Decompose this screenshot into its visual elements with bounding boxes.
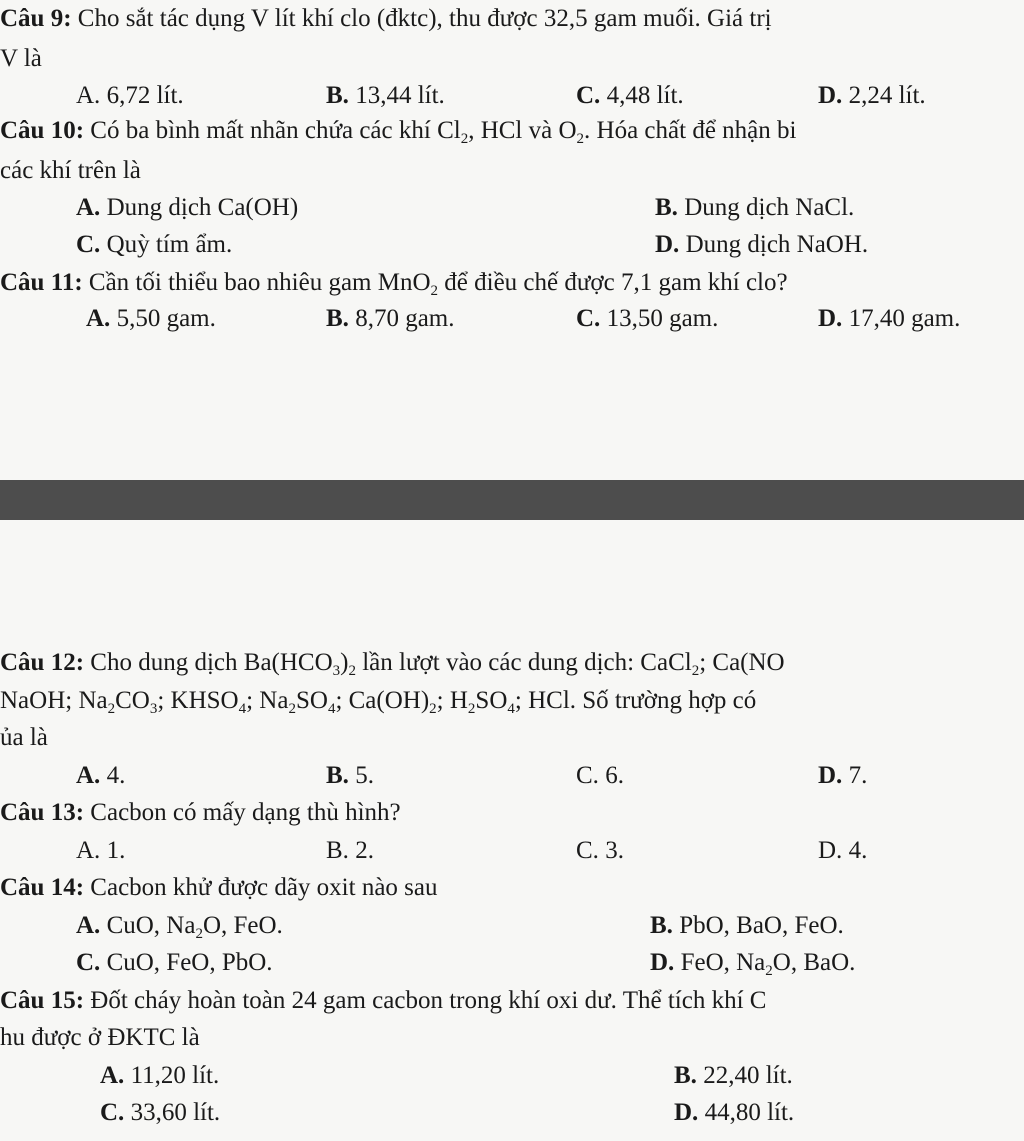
subscript: 2 (288, 701, 296, 717)
option-text: 13,50 gam. (600, 305, 719, 332)
question-text: , HCl và O (468, 117, 577, 144)
option-text: FeO, Na (674, 949, 766, 976)
q11-option-b (326, 304, 454, 334)
option-letter: A. (76, 194, 101, 221)
question-text: CO (115, 687, 150, 714)
option-text: 1. (100, 837, 126, 864)
option-text: 5,50 gam. (110, 305, 216, 332)
question-text: ; KHSO (157, 687, 239, 714)
question-text: Đốt cháy hoàn toàn 24 gam cacbon trong khí oxi dư. Thể tích khí C (84, 987, 767, 1014)
subscript: 4 (507, 701, 515, 717)
option-text: 2,24 lít. (842, 82, 926, 109)
option-text: 22,40 lít. (696, 1062, 793, 1089)
question-label: Câu 10: (0, 117, 85, 144)
question-text: ; Ca(OH) (335, 687, 430, 714)
option-letter: D. (818, 762, 843, 789)
question-text: ; Ca(NO (699, 649, 785, 676)
option-text: Dung dịch NaCl. (677, 194, 855, 221)
question-text: . Hóa chất để nhận bi (584, 117, 797, 144)
option-text: 4,48 lít. (600, 82, 684, 109)
q9-option-c (576, 81, 684, 111)
question-text: Cần tối thiểu bao nhiêu gam MnO (82, 269, 431, 296)
question-9-line-1 (0, 4, 772, 34)
subscript: 2 (348, 663, 356, 679)
q10-option-a (76, 193, 298, 223)
option-letter: B. (326, 762, 349, 789)
option-letter: B. (655, 194, 678, 221)
option-letter: B. (326, 82, 349, 109)
option-text: Dung dịch NaOH. (679, 231, 869, 258)
q9-option-b (326, 81, 445, 111)
option-letter: B. (326, 837, 349, 864)
q15-option-b (674, 1061, 793, 1091)
option-text: 3. (598, 837, 624, 864)
q15-option-c (100, 1098, 220, 1128)
question-13-line-1 (0, 798, 401, 828)
question-12-line-2 (0, 686, 756, 716)
option-letter: C. (76, 231, 101, 258)
subscript: 4 (238, 701, 247, 717)
q10-option-b (655, 193, 854, 223)
question-12-line-1 (0, 648, 785, 678)
question-text: ) (340, 649, 349, 676)
option-letter: C. (76, 949, 101, 976)
option-text: O, FeO. (202, 912, 283, 939)
q12-option-d (818, 761, 867, 791)
question-text: ; Na (246, 687, 289, 714)
subscript: 2 (430, 283, 439, 299)
subscript: 2 (107, 701, 116, 717)
question-text: để điều chế được 7,1 gam khí clo? (438, 269, 788, 296)
question-9-line-2: V là (0, 45, 42, 72)
option-text: Dung dịch Ca(OH) (100, 194, 299, 221)
subscript: 3 (332, 663, 341, 679)
question-text: Có ba bình mất nhãn chứa các khí Cl (84, 117, 461, 144)
subscript: 2 (467, 701, 476, 717)
question-12-line-3: ủa là (0, 724, 48, 751)
subscript: 2 (195, 926, 203, 942)
subscript: 2 (576, 131, 585, 147)
question-14-line-1 (0, 873, 438, 903)
question-text: Cho sắt tác dụng V lít khí clo (đktc), thu được 32,5 gam muối. Giá trị (71, 5, 772, 32)
q11-option-c (576, 304, 718, 334)
question-label: Câu 15: (0, 987, 85, 1014)
option-letter: B. (326, 305, 349, 332)
option-text: 33,60 lít. (124, 1099, 221, 1126)
option-letter: C. (576, 837, 599, 864)
option-text: CuO, Na (100, 912, 196, 939)
question-text: Cacbon có mấy dạng thù hình? (84, 799, 401, 826)
option-letter: D. (650, 949, 675, 976)
option-text: 17,40 gam. (842, 305, 961, 332)
q13-option-d (818, 836, 867, 866)
subscript: 2 (765, 963, 773, 979)
question-text: ; HCl. Số trường hợp có (514, 687, 757, 714)
q10-option-c (76, 230, 232, 260)
q11-option-d (818, 304, 960, 334)
option-text: 44,80 lít. (698, 1099, 795, 1126)
option-text: 5. (348, 762, 374, 789)
q12-option-b (326, 761, 374, 791)
q11-option-a (86, 304, 216, 334)
q12-option-c (576, 761, 624, 791)
option-letter: A. (86, 305, 111, 332)
question-10-line-1 (0, 116, 796, 146)
option-text: 8,70 gam. (348, 305, 455, 332)
option-text: 11,20 lít. (124, 1062, 220, 1089)
subscript: 2 (691, 663, 700, 679)
question-text: lần lượt vào các dung dịch: CaCl (355, 649, 692, 676)
question-label: Câu 11: (0, 269, 83, 296)
q14-option-c (76, 948, 273, 978)
option-letter: B. (650, 912, 673, 939)
question-text: SO (295, 687, 328, 714)
option-letter: D. (674, 1099, 699, 1126)
option-letter: D. (818, 837, 843, 864)
option-letter: D. (818, 305, 843, 332)
q10-option-d (655, 230, 868, 260)
option-letter: C. (576, 305, 601, 332)
q14-option-b (650, 911, 844, 941)
option-letter: B. (674, 1062, 697, 1089)
option-text: 13,44 lít. (348, 82, 445, 109)
option-letter: A. (76, 912, 101, 939)
option-letter: A. (100, 1062, 125, 1089)
subscript: 2 (429, 701, 437, 717)
question-text: Cho dung dịch Ba(HCO (84, 649, 333, 676)
option-text: 7. (842, 762, 868, 789)
question-label: Câu 14: (0, 874, 85, 901)
dark-separator-band (0, 480, 1024, 520)
subscript: 3 (149, 701, 158, 717)
question-10-line-2: các khí trên là (0, 157, 141, 184)
option-letter: C. (576, 82, 601, 109)
option-text: PbO, BaO, FeO. (672, 912, 844, 939)
option-letter: A. (76, 762, 101, 789)
subscript: 2 (460, 131, 469, 147)
option-letter: A. (76, 82, 101, 109)
question-label: Câu 13: (0, 799, 85, 826)
subscript: 4 (327, 701, 336, 717)
q14-option-d (650, 948, 855, 978)
q12-option-a (76, 761, 125, 791)
q14-option-a (76, 911, 283, 941)
option-letter: D. (818, 82, 843, 109)
option-text: 6. (598, 762, 624, 789)
question-text: NaOH; Na (0, 687, 108, 714)
q15-option-d (674, 1098, 794, 1128)
option-letter: D. (655, 231, 680, 258)
q13-option-b (326, 836, 374, 866)
q9-option-d (818, 81, 926, 111)
option-letter: C. (576, 762, 599, 789)
option-text: CuO, FeO, PbO. (100, 949, 273, 976)
option-text: Quỳ tím ẩm. (100, 231, 233, 258)
option-text: 4. (100, 762, 126, 789)
q9-option-a (76, 81, 184, 111)
question-text: SO (475, 687, 508, 714)
question-15-line-1 (0, 986, 766, 1016)
question-11-line-1 (0, 268, 788, 298)
option-text: 4. (842, 837, 868, 864)
question-15-line-2: hu được ở ĐKTC là (0, 1024, 200, 1051)
option-text: 6,72 lít. (100, 82, 184, 109)
option-text: 2. (348, 837, 374, 864)
option-text: O, BaO. (772, 949, 856, 976)
option-letter: C. (100, 1099, 125, 1126)
q15-option-a (100, 1061, 219, 1091)
question-label: Câu 9: (0, 5, 72, 32)
question-text: ; H (436, 687, 468, 714)
question-label: Câu 12: (0, 649, 85, 676)
question-text: Cacbon khử được dãy oxit nào sau (84, 874, 438, 901)
q13-option-a (76, 836, 125, 866)
option-letter: A. (76, 837, 101, 864)
q13-option-c (576, 836, 624, 866)
